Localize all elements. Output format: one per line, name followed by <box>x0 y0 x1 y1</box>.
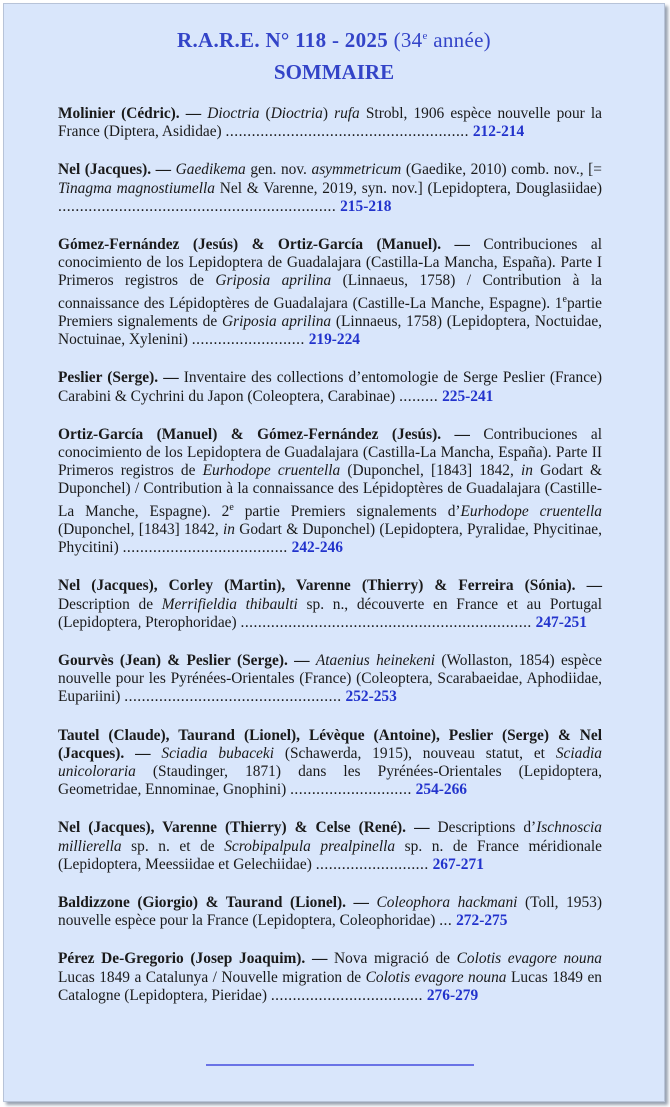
entry-authors: Nel (Jacques), Corley (Martin), Varenne (Thierry) & Ferreira (Sónia). — <box>58 577 602 595</box>
page-subtitle: SOMMAIRE <box>273 60 395 84</box>
toc-entry <box>58 577 602 632</box>
taxon-name: Sciadia unicoloraria <box>58 744 602 780</box>
leader-dots: ............................ <box>290 781 412 799</box>
entry-authors: Tautel (Claude), Taurand (Lionel), Lévèque (Antoine), Peslier (Serge) & Nel (Jacques). — <box>58 726 602 762</box>
entry-text: ) <box>322 105 335 122</box>
taxon-name: Merrifieldia thibaulti <box>161 595 298 613</box>
entry-authors: Gourvès (Jean) & Peslier (Serge). — <box>58 651 310 669</box>
ordinal-sup: e <box>562 293 567 305</box>
taxon-name: in <box>222 520 235 538</box>
toc-entry <box>58 426 602 558</box>
entry-text: sp. n. et de <box>121 837 225 855</box>
entry-text: (Duponchel, [1843] 1842, <box>58 520 223 538</box>
toc-entry <box>58 236 602 349</box>
entry-authors: Nel (Jacques). — <box>58 161 172 179</box>
journal-issue: R.A.R.E. N° 118 - 2025 <box>177 28 389 52</box>
entry-pages: 242-246 <box>291 539 343 557</box>
entry-text: (Duponchel, [1843] 1842, <box>340 462 521 480</box>
taxon-name: Scrobipalpula prealpinella <box>224 837 396 855</box>
leader-dots: ... <box>439 912 453 930</box>
entry-pages: 225-241 <box>442 387 494 405</box>
leader-dots: .................................................. <box>124 688 342 706</box>
entry-pages: 267-271 <box>432 855 484 873</box>
entry-text: Descriptions d’ <box>429 819 537 837</box>
entry-authors: Molinier (Cédric). — <box>58 105 202 122</box>
entry-pages: 252-253 <box>345 688 397 706</box>
leader-dots: ......... <box>399 387 439 405</box>
entry-authors: Baldizzone (Giorgio) & Taurand (Lionel). — <box>58 893 369 911</box>
entry-text: Contribuciones al conocimiento de los Lepidoptera de Guadalajara (Castilla-La Mancha, España). Parte I Primeros registros de <box>58 236 602 290</box>
entry-authors: Ortiz-García (Manuel) & Gómez-Fernández (Jesús). — <box>58 425 470 443</box>
entry-authors: Peslier (Serge). — <box>58 369 179 387</box>
entry-text: Lucas 1849 en Catalogne (Lepidoptera, Pieridae) <box>58 968 602 1004</box>
leader-dots: .......................... <box>191 331 305 349</box>
leader-dots: ................................... <box>270 986 423 1004</box>
taxon-name: Eurhodope cruentella <box>202 462 341 480</box>
taxon-name: Ataenius heinekeni <box>315 651 436 669</box>
entry-text: Godart & Duponchel) / Contribution à la connaissance des Lépidoptères de Guadalajara (Castille-La Manche, Espagne). 2 <box>58 462 602 520</box>
entry-pages: 212-214 <box>472 123 525 141</box>
leader-dots: ...................................... <box>122 539 288 557</box>
entry-pages: 272-275 <box>456 912 508 930</box>
entry-authors: Pérez De-Gregorio (Josep Joaquim). — <box>58 950 328 968</box>
leader-dots: ................................................................... <box>240 613 532 631</box>
toc-entry <box>58 369 602 405</box>
taxon-name: asymmetricum <box>311 161 402 179</box>
toc-entry <box>58 105 602 141</box>
taxon-name: Colotis evagore nouna <box>365 968 507 986</box>
entry-pages: 254-266 <box>415 781 467 799</box>
journal-title <box>4 28 664 53</box>
entry-text: Lucas 1849 a Catalunya / Nouvelle migration de <box>58 968 366 986</box>
entry-pages: 247-251 <box>535 613 587 631</box>
entry-text: (Gaedike, 2010) comb. nov., [= <box>401 161 602 179</box>
taxon-name: Dioctria <box>207 105 260 122</box>
taxon-name: rufa <box>334 105 360 122</box>
taxon-name: Sciadia bubaceki <box>161 744 274 762</box>
entry-text: sp. n. de France méridionale (Lepidoptera, Meessiidae et Gelechiidae) <box>58 837 602 873</box>
entry-text: gen. nov. <box>245 161 312 179</box>
taxon-name: Eurhodope cruentella <box>460 502 602 520</box>
taxon-name: Colotis evagore nouna <box>456 950 602 968</box>
taxon-name: Griposia aprilina <box>215 272 332 290</box>
entry-text: Nel & Varenne, 2019, syn. nov.] (Lepidoptera, Douglasiidae) <box>215 179 602 197</box>
entry-text: (Linnaeus, 1758) / Contribution à la connaissance des Lépidoptères de Guadalajara (Castille-La Manche, Espagne). 1 <box>58 272 602 312</box>
entry-text: Godart & Duponchel) (Lepidoptera, Pyralidae, Phycitinae, Phycitini) <box>58 520 602 557</box>
entry-text: (Staudinger, 1871) dans les Pyrénées-Orientales (Lepidoptera, Geometridae, Ennominae, Gnophini) <box>58 762 602 799</box>
entry-text: sp. n., découverte en France et au Portugal (Lepidoptera, Pterophoridae) <box>58 595 602 631</box>
taxon-name: Griposia aprilina <box>221 312 332 330</box>
entry-text: (Schawerda, 1915), nouveau statut, et <box>273 744 556 762</box>
taxon-name: Ischnoscia millierella <box>58 819 602 855</box>
page-frame <box>3 3 665 1102</box>
entry-text: Inventaire des collections d’entomologie de Serge Peslier (France) Carabini & Cychrini du Japon (Coleoptera, Carabinae) <box>58 369 602 405</box>
table-of-contents <box>58 105 602 1025</box>
entry-text: (Linnaeus, 1758) (Lepidoptera, Noctuidae, Noctuinae, Xylenini) <box>58 312 602 349</box>
entry-text: ( <box>259 105 271 122</box>
bottom-divider <box>206 1064 474 1066</box>
toc-entry <box>58 894 602 930</box>
ordinal-sup: e <box>229 501 234 513</box>
leader-dots: ................................................................ <box>58 197 337 215</box>
entry-text: Description de <box>58 595 162 613</box>
taxon-name: Coleophora hackmani <box>376 893 518 911</box>
entry-pages: 215-218 <box>340 197 392 215</box>
entry-text: partie Premiers signalements de <box>58 294 602 330</box>
leader-dots: .......................... <box>315 855 429 873</box>
taxon-name: in <box>521 462 533 480</box>
toc-entry <box>58 161 602 216</box>
entry-text: Contribuciones al conocimiento de los Lepidoptera de Guadalajara (Castilla-La Mancha, España). Parte II Primeros registros de <box>58 425 602 480</box>
entry-text: (Wollaston, 1854) espèce nouvelle pour les Pyrénées-Orientales (France) (Coleoptera, Scarabaeidae, Aphodiidae, Eupariini) <box>58 651 602 706</box>
entry-authors: Nel (Jacques), Varenne (Thierry) & Celse (René). — <box>58 819 430 837</box>
leader-dots: ........................................................ <box>225 123 469 141</box>
entry-text: partie Premiers signalements d’ <box>233 502 461 520</box>
entry-text: Strobl, 1906 espèce nouvelle pour la France (Diptera, Asididae) <box>58 105 603 141</box>
journal-year: (34e année) <box>393 28 491 52</box>
taxon-name: Gaedikema <box>175 161 246 179</box>
toc-entry <box>58 819 602 874</box>
entry-pages: 276-279 <box>426 986 479 1004</box>
toc-entry <box>58 727 602 800</box>
entry-text: (Toll, 1953) nouvelle espèce pour la France (Lepidoptera, Coleophoridae) <box>58 893 602 930</box>
taxon-name: Tinagma magnostiumella <box>58 179 215 197</box>
taxon-name: Dioctria <box>270 105 323 122</box>
entry-text: Nova migració de <box>327 950 457 968</box>
entry-text <box>151 745 162 762</box>
toc-entry <box>58 652 602 707</box>
toc-entry <box>58 950 602 1005</box>
entry-text <box>369 894 377 911</box>
entry-pages: 219-224 <box>308 331 360 349</box>
entry-authors: Gómez-Fernández (Jesús) & Ortiz-García (Manuel). — <box>58 236 470 254</box>
